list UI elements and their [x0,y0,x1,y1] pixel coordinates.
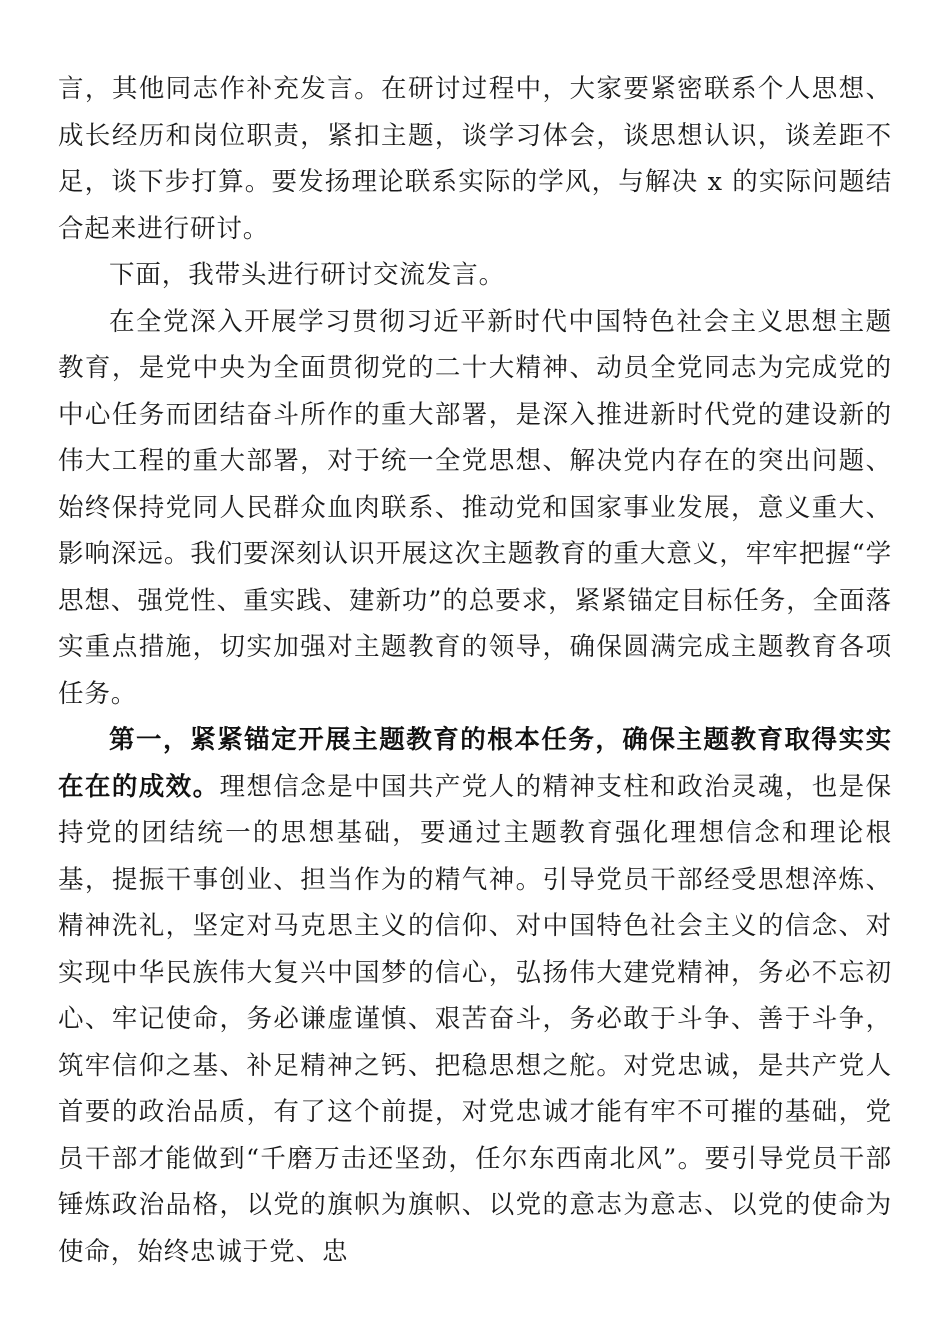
paragraph-first-point [58,717,892,1275]
paragraph-text: 下面，我带头进行研讨交流发言。 [109,260,506,290]
paragraph-main [58,299,892,718]
paragraph-intro [58,252,892,299]
body-text [58,66,892,1275]
section-heading-bold: 第一，紧紧锚定开展主题教育的根本任务，确保主题教育取得实实在在的成效。 [58,725,892,802]
paragraph-text: 言，其他同志作补充发言。在研讨过程中，大家要紧密联系个人思想、成长经历和岗位职责，紧扣主题，谈学习体会，谈思想认识，谈差距不足，谈下步打算。要发扬理论联系实际的学风，与解决 x 的实际问题结合起来进行研讨。 [58,74,892,244]
paragraph-continued [58,66,892,252]
paragraph-text: 在全党深入开展学习贯彻习近平新时代中国特色社会主义思想主题教育，是党中央为全面贯彻党的二十大精神、动员全党同志为完成党的中心任务而团结奋斗所作的重大部署，是深入推进新时代党的建设新的伟大工程的重大部署，对于统一全党思想、解决党内存在的突出问题、始终保持党同人民群众血肉联系、推动党和国家事业发展，意义重大、影响深远。我们要深刻认识开展这次主题教育的重大意义，牢牢把握“学思想、强党性、重实践、建新功”的总要求，紧紧锚定目标任务，全面落实重点措施，切实加强对主题教育的领导，确保圆满完成主题教育各项任务。 [58,306,892,709]
paragraph-text: 理想信念是中国共产党人的精神支柱和政治灵魂，也是保持党的团结统一的思想基础，要通过主题教育强化理想信念和理论根基，提振干事创业、担当作为的精气神。引导党员干部经受思想淬炼、精神洗礼，坚定对马克思主义的信仰、对中国特色社会主义的信念、对实现中华民族伟大复兴中国梦的信心，弘扬伟大建党精神，务必不忘初心、牢记使命，务必谦虚谨慎、艰苦奋斗，务必敢于斗争、善于斗争，筑牢信仰之基、补足精神之钙、把稳思想之舵。对党忠诚，是共产党人首要的政治品质，有了这个前提，对党忠诚才能有牢不可摧的基础，党员干部才能做到“千磨万击还坚劲，任尔东西南北风”。要引导党员干部锤炼政治品格，以党的旗帜为旗帜、以党的意志为意志、以党的使命为使命，始终忠诚于党、忠 [58,771,892,1267]
